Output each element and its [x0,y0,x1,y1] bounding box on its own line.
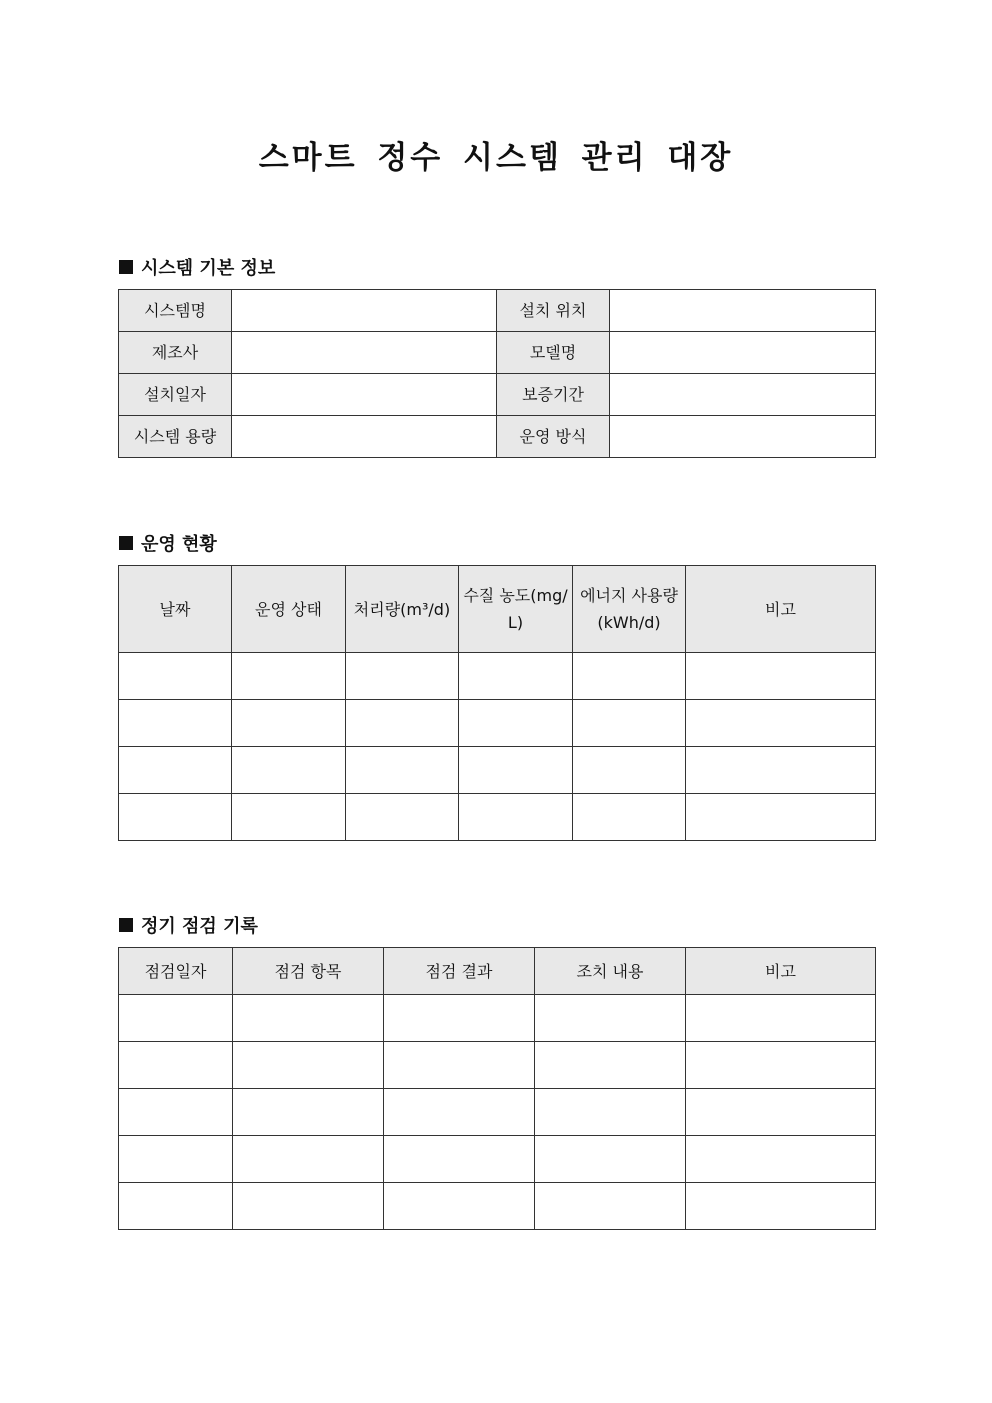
label-system-capacity: 시스템 용량 [119,416,232,458]
value-system-capacity[interactable] [232,416,497,458]
table-cell[interactable] [119,1042,233,1089]
table-cell[interactable] [573,747,686,794]
section-heading-text: 운영 현황 [141,534,217,555]
table-cell[interactable] [232,700,346,747]
table-row [119,374,876,416]
table-cell[interactable] [233,1136,384,1183]
label-install-date: 설치일자 [119,374,232,416]
table-header-row [119,948,876,995]
table-cell[interactable] [384,1136,535,1183]
value-install-location[interactable] [610,290,876,332]
table-cell[interactable] [573,653,686,700]
section-heading-text: 시스템 기본 정보 [141,258,276,279]
label-install-location: 설치 위치 [497,290,610,332]
value-warranty-period[interactable] [610,374,876,416]
table-cell[interactable] [686,653,876,700]
section-heading-text: 정기 점검 기록 [141,916,258,937]
table-cell[interactable] [346,794,459,841]
table-cell[interactable] [119,747,232,794]
document-title: 스마트 정수 시스템 관리 대장 [258,140,734,176]
table-row [119,1089,876,1136]
table-row [119,747,876,794]
table-cell[interactable] [384,1183,535,1230]
table-cell[interactable] [232,747,346,794]
column-header-inspection-result: 점검 결과 [384,948,535,995]
table-cell[interactable] [119,794,232,841]
section-heading-inspection-log [119,912,258,938]
label-manufacturer: 제조사 [119,332,232,374]
table-cell[interactable] [119,1183,233,1230]
table-cell[interactable] [384,1089,535,1136]
table-header-row [119,566,876,653]
table-cell[interactable] [686,794,876,841]
column-header-date: 날짜 [119,566,232,653]
label-system-name: 시스템명 [119,290,232,332]
column-header-energy-usage: 에너지 사용량(kWh/d) [573,566,686,653]
table-cell[interactable] [233,1089,384,1136]
table-cell[interactable] [573,700,686,747]
table-cell[interactable] [686,700,876,747]
label-operation-mode: 운영 방식 [497,416,610,458]
table-cell[interactable] [233,995,384,1042]
label-model-name: 모델명 [497,332,610,374]
section-heading-operation-status [119,530,217,556]
basic-info-table [118,289,876,458]
table-cell[interactable] [384,1042,535,1089]
column-header-action-taken: 조치 내용 [535,948,686,995]
square-bullet-icon [119,536,133,550]
table-cell[interactable] [346,653,459,700]
value-manufacturer[interactable] [232,332,497,374]
column-header-inspection-item: 점검 항목 [233,948,384,995]
table-cell[interactable] [535,1183,686,1230]
table-row [119,416,876,458]
table-cell[interactable] [233,1183,384,1230]
table-cell[interactable] [573,794,686,841]
square-bullet-icon [119,260,133,274]
column-header-operation-state: 운영 상태 [232,566,346,653]
table-cell[interactable] [459,747,573,794]
column-header-inspection-date: 점검일자 [119,948,233,995]
table-row [119,700,876,747]
table-cell[interactable] [686,995,876,1042]
table-cell[interactable] [459,653,573,700]
table-cell[interactable] [459,700,573,747]
column-header-remarks: 비고 [686,948,876,995]
table-cell[interactable] [459,794,573,841]
value-system-name[interactable] [232,290,497,332]
table-cell[interactable] [384,995,535,1042]
table-row [119,1183,876,1230]
table-cell[interactable] [535,995,686,1042]
table-cell[interactable] [535,1042,686,1089]
table-cell[interactable] [535,1089,686,1136]
table-cell[interactable] [686,1042,876,1089]
table-row [119,1042,876,1089]
table-cell[interactable] [686,1089,876,1136]
table-row [119,995,876,1042]
operation-status-table [118,565,876,841]
column-header-water-quality: 수질 농도(mg/L) [459,566,573,653]
table-cell[interactable] [686,1183,876,1230]
table-cell[interactable] [119,1136,233,1183]
value-install-date[interactable] [232,374,497,416]
table-cell[interactable] [686,747,876,794]
value-operation-mode[interactable] [610,416,876,458]
value-model-name[interactable] [610,332,876,374]
table-row [119,332,876,374]
table-row [119,653,876,700]
table-cell[interactable] [119,653,232,700]
table-cell[interactable] [232,794,346,841]
table-cell[interactable] [346,747,459,794]
column-header-throughput: 처리량(m³/d) [346,566,459,653]
table-cell[interactable] [686,1136,876,1183]
column-header-remarks: 비고 [686,566,876,653]
table-cell[interactable] [232,653,346,700]
table-cell[interactable] [346,700,459,747]
square-bullet-icon [119,918,133,932]
table-cell[interactable] [119,700,232,747]
table-row [119,794,876,841]
table-cell[interactable] [233,1042,384,1089]
table-cell[interactable] [535,1136,686,1183]
table-cell[interactable] [119,1089,233,1136]
table-row [119,290,876,332]
table-cell[interactable] [119,995,233,1042]
table-row [119,1136,876,1183]
section-heading-basic-info [119,254,275,280]
inspection-log-table [118,947,876,1230]
label-warranty-period: 보증기간 [497,374,610,416]
